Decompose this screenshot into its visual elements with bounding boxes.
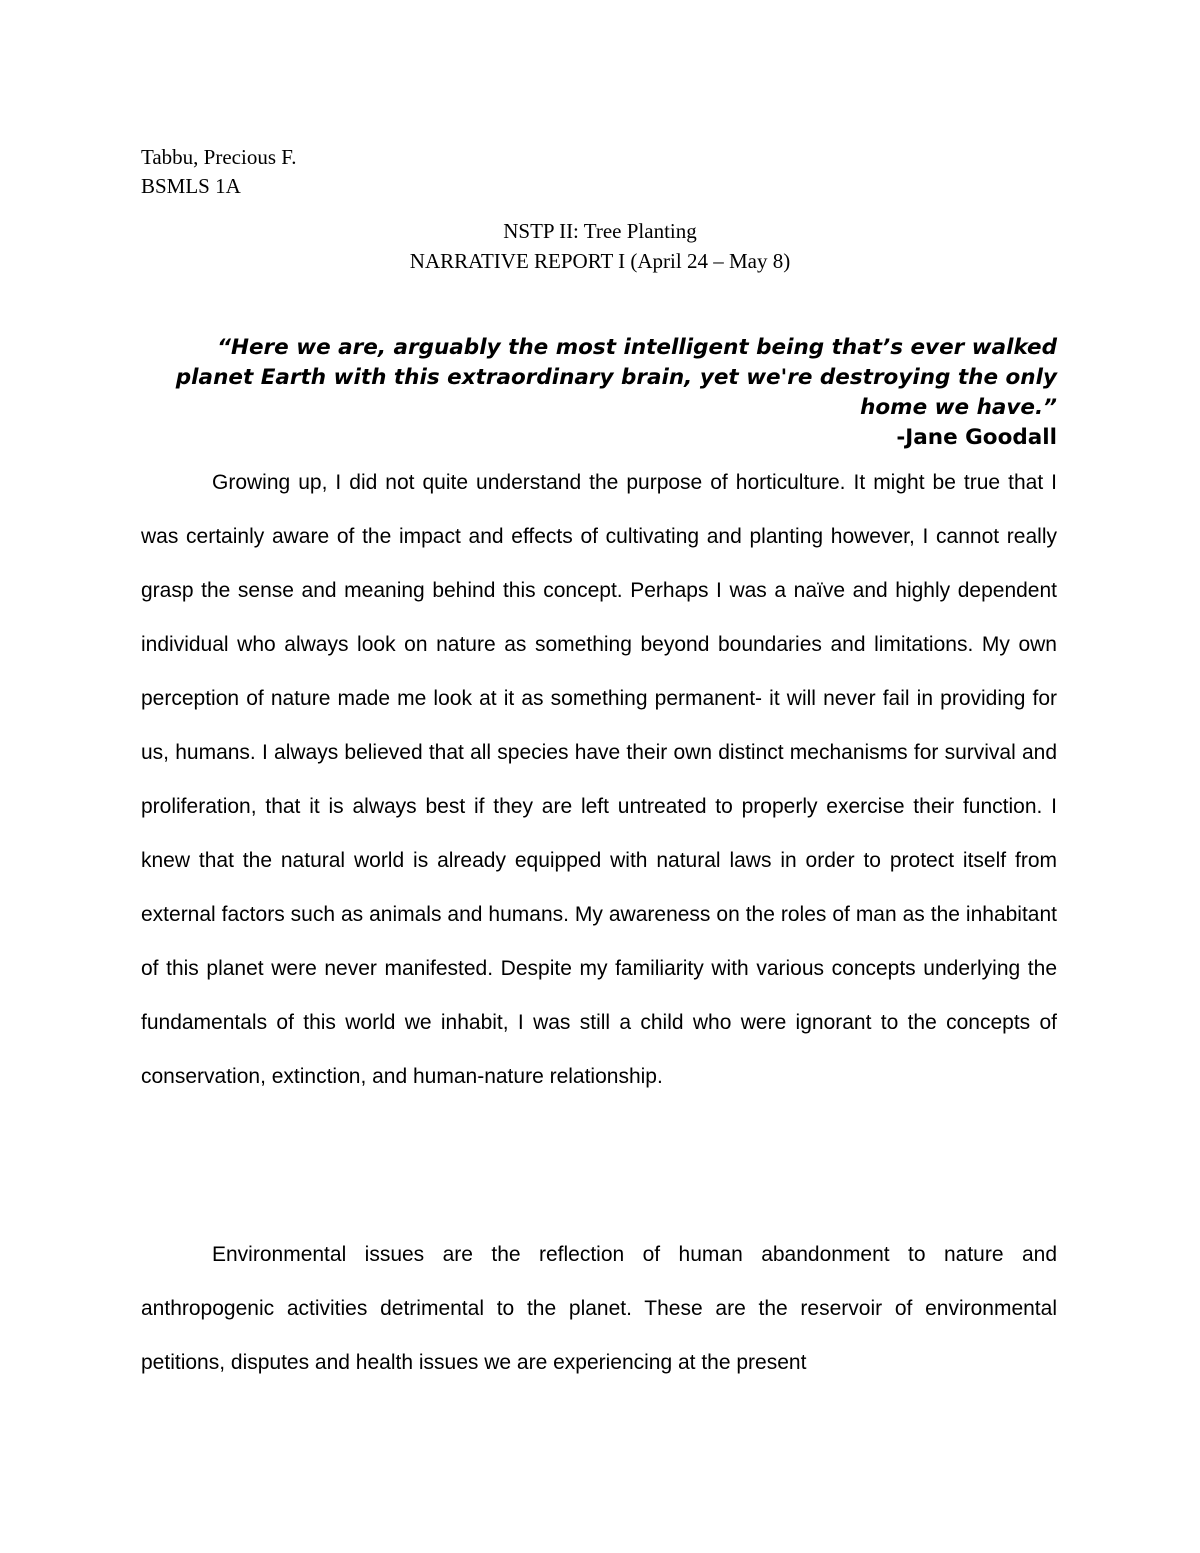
epigraph-quote	[141, 333, 1057, 453]
course-title: NSTP II: Tree Planting	[503, 219, 697, 243]
author-block	[141, 143, 297, 201]
body-paragraph: Environmental issues are the reflection of human abandonment to nature and anthropogenic activities detrimental to the planet. These are the reservoir of environmental petitions, disputes and health issues we are experiencing at the present	[141, 1243, 1057, 1374]
course-section: BSMLS 1A	[141, 174, 241, 198]
quote-attribution: -Jane Goodall	[896, 425, 1057, 450]
quote-line: home we have.”	[860, 395, 1057, 420]
report-title: NARRATIVE REPORT I (April 24 – May 8)	[409, 249, 791, 273]
body-paragraph: Growing up, I did not quite understand the purpose of horticulture. It might be true that I was certainly aware of the impact and effects of cultivating and planting however, I cannot really grasp the sense and meaning behind this concept. Perhaps I was a naïve and highly dependent individual who always look on nature as something beyond boundaries and limitations. My own perception of nature made me look at it as something permanent- it will never fail in providing for us, humans. I always believed that all species have their own distinct mechanisms for survival and proliferation, that it is always best if they are left untreated to properly exercise their function. I knew that the natural world is already equipped with natural laws in order to protect itself from external factors such as animals and humans. My awareness on the roles of man as the inhabitant of this planet were never manifested. Despite my familiarity with various concepts underlying the fundamentals of this world we inhabit, I was still a child who were ignorant to the concepts of conservation, extinction, and human-nature relationship.	[141, 471, 1057, 1088]
author-name: Tabbu, Precious F.	[141, 145, 297, 169]
report-title-block	[0, 216, 1200, 276]
quote-line: planet Earth with this extraordinary brain, yet we're destroying the only	[175, 365, 1057, 390]
quote-line: “Here we are, arguably the most intelligent being that’s ever walked	[217, 335, 1057, 360]
